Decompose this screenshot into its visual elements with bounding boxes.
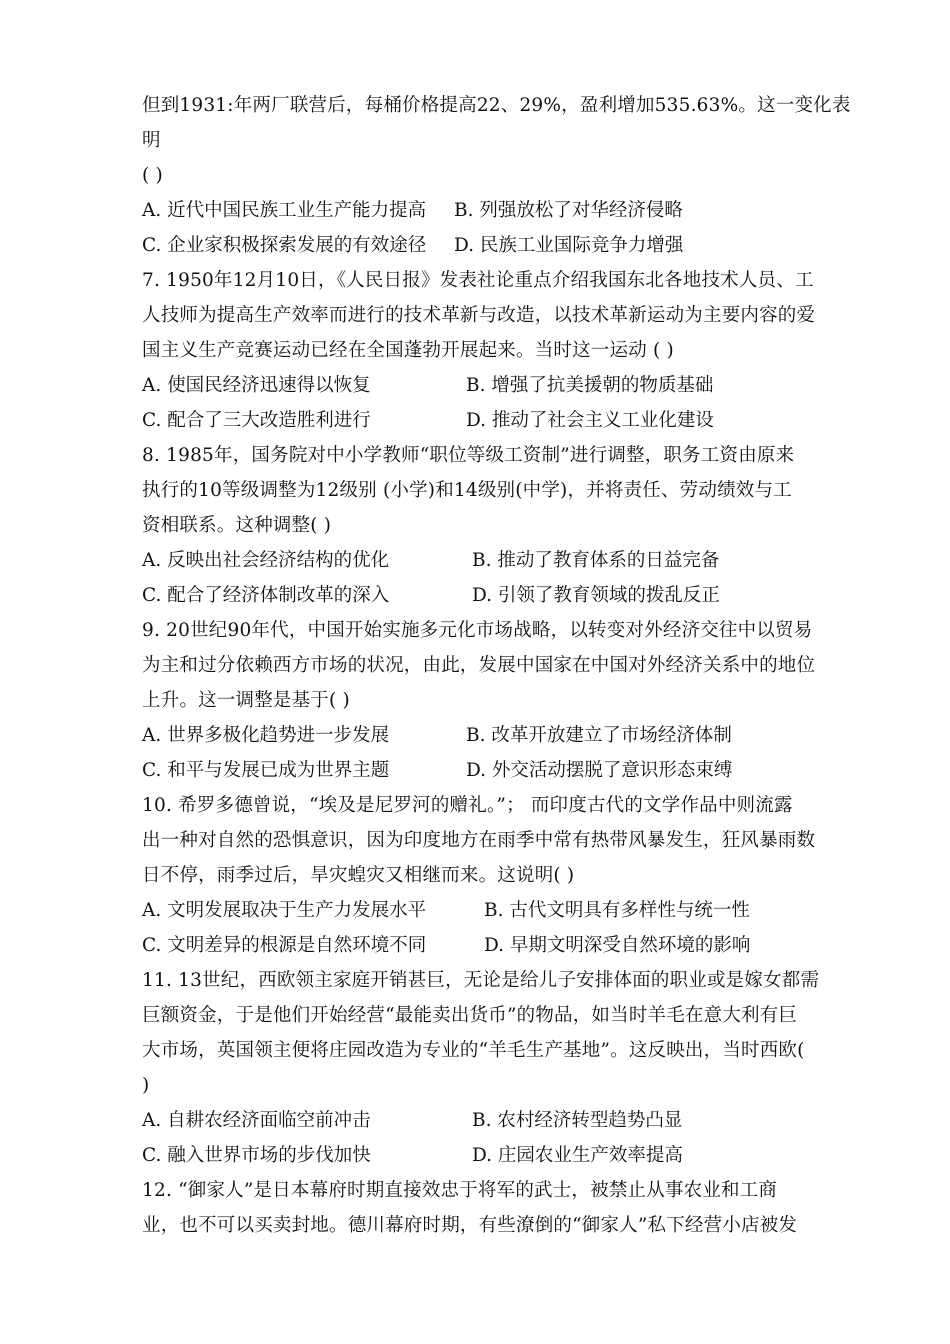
question-text: 8. 1985年，国务院对中小学教师“职位等级工资制”进行调整，职务工资由原来 bbox=[142, 445, 795, 466]
question-10 bbox=[142, 788, 842, 963]
question-text: 业，也不可以买卖封地。德川幕府时期，有些潦倒的“御家人”私下经营小店被发 bbox=[142, 1215, 798, 1236]
option-a: A. 世界多极化趋势进一步发展 bbox=[142, 725, 390, 746]
option-a: A. 近代中国民族工业生产能力提高 bbox=[142, 200, 427, 221]
option-d: D. 引领了教育领域的拨乱反正 bbox=[472, 585, 720, 606]
options-row bbox=[142, 403, 842, 438]
question-text: 出一种对自然的恐惧意识，因为印度地方在雨季中常有热带风暴发生，狂风暴雨数 bbox=[142, 830, 816, 851]
question-text: 人技师为提高生产效率而进行的技术革新与改造，以技术革新运动为主要内容的爱 bbox=[142, 305, 816, 326]
question-text: 11. 13世纪，西欧领主家庭开销甚巨，无论是给儿子安排体面的职业或是嫁女都需 bbox=[142, 970, 820, 991]
option-a: A. 使国民经济迅速得以恢复 bbox=[142, 375, 371, 396]
question-text: 上升。这一调整是基于( ) bbox=[142, 690, 350, 711]
answer-blank: ) bbox=[142, 1075, 150, 1096]
option-a: A. 反映出社会经济结构的优化 bbox=[142, 550, 390, 571]
option-d: D. 民族工业国际竞争力增强 bbox=[454, 235, 684, 256]
options-row bbox=[142, 1138, 842, 1173]
options-row bbox=[142, 928, 842, 963]
options-row bbox=[142, 1103, 842, 1138]
option-b: B. 农村经济转型趋势凸显 bbox=[472, 1110, 683, 1131]
question-8 bbox=[142, 438, 842, 613]
options-row bbox=[142, 228, 842, 263]
option-c: C. 配合了经济体制改革的深入 bbox=[142, 585, 390, 606]
option-b: B. 列强放松了对华经济侵略 bbox=[454, 200, 683, 221]
option-a: A. 自耕农经济面临空前冲击 bbox=[142, 1110, 371, 1131]
question-text: 12. “御家人”是日本幕府时期直接效忠于将军的武士，被禁止从事农业和工商 bbox=[142, 1180, 778, 1201]
option-b: B. 增强了抗美援朝的物质基础 bbox=[466, 375, 714, 396]
question-6-tail bbox=[142, 88, 851, 263]
option-c: C. 配合了三大改造胜利进行 bbox=[142, 410, 371, 431]
question-text: 执行的10等级调整为12级别 (小学)和14级别(中学)，并将责任、劳动绩效与工 bbox=[142, 480, 792, 501]
question-text: 巨额资金，于是他们开始经营“最能卖出货币”的物品，如当时羊毛在意大利有巨 bbox=[142, 1005, 798, 1026]
question-text: 明 bbox=[142, 130, 161, 151]
question-text: 但到1931:年两厂联营后，每桶价格提高22、29%，盈利增加535.63%。这一变化表 bbox=[142, 95, 851, 116]
question-text: 资相联系。这种调整( ) bbox=[142, 515, 332, 536]
question-7 bbox=[142, 263, 842, 438]
question-text: 日不停，雨季过后，旱灾蝗灾又相继而来。这说明( ) bbox=[142, 865, 575, 886]
option-b: B. 推动了教育体系的日益完备 bbox=[472, 550, 720, 571]
options-row bbox=[142, 718, 842, 753]
question-9 bbox=[142, 613, 842, 788]
question-text: 为主和过分依赖西方市场的状况，由此，发展中国家在中国对外经济关系中的地位 bbox=[142, 655, 816, 676]
question-text: 10. 希罗多德曾说，“埃及是尼罗河的赠礼。”； 而印度古代的文学作品中则流露 bbox=[142, 795, 793, 816]
option-c: C. 企业家积极探索发展的有效途径 bbox=[142, 235, 427, 256]
option-d: D. 庄园农业生产效率提高 bbox=[472, 1145, 683, 1166]
option-c: C. 融入世界市场的步伐加快 bbox=[142, 1145, 371, 1166]
option-d: D. 外交活动摆脱了意识形态束缚 bbox=[466, 760, 733, 781]
option-a: A. 文明发展取决于生产力发展水平 bbox=[142, 900, 427, 921]
options-row bbox=[142, 578, 842, 613]
option-b: B. 改革开放建立了市场经济体制 bbox=[466, 725, 732, 746]
exam-page bbox=[142, 88, 851, 1243]
option-c: C. 和平与发展已成为世界主题 bbox=[142, 760, 390, 781]
question-12 bbox=[142, 1173, 842, 1243]
option-d: D. 早期文明深受自然环境的影响 bbox=[484, 935, 751, 956]
options-row bbox=[142, 193, 842, 228]
answer-blank: ( ) bbox=[142, 165, 163, 186]
options-row bbox=[142, 753, 842, 788]
options-row bbox=[142, 893, 842, 928]
question-11 bbox=[142, 963, 842, 1173]
option-d: D. 推动了社会主义工业化建设 bbox=[466, 410, 714, 431]
options-row bbox=[142, 543, 842, 578]
question-text: 9. 20世纪90年代，中国开始实施多元化市场战略，以转变对外经济交往中以贸易 bbox=[142, 620, 813, 641]
question-text: 大市场，英国领主便将庄园改造为专业的“羊毛生产基地”。这反映出，当时西欧( bbox=[142, 1040, 805, 1061]
option-c: C. 文明差异的根源是自然环境不同 bbox=[142, 935, 427, 956]
question-text: 7. 1950年12月10日，《人民日报》发表社论重点介绍我国东北各地技术人员、工 bbox=[142, 270, 814, 291]
option-b: B. 古代文明具有多样性与统一性 bbox=[484, 900, 750, 921]
options-row bbox=[142, 368, 842, 403]
question-text: 国主义生产竞赛运动已经在全国蓬勃开展起来。当时这一运动 ( ) bbox=[142, 340, 674, 361]
